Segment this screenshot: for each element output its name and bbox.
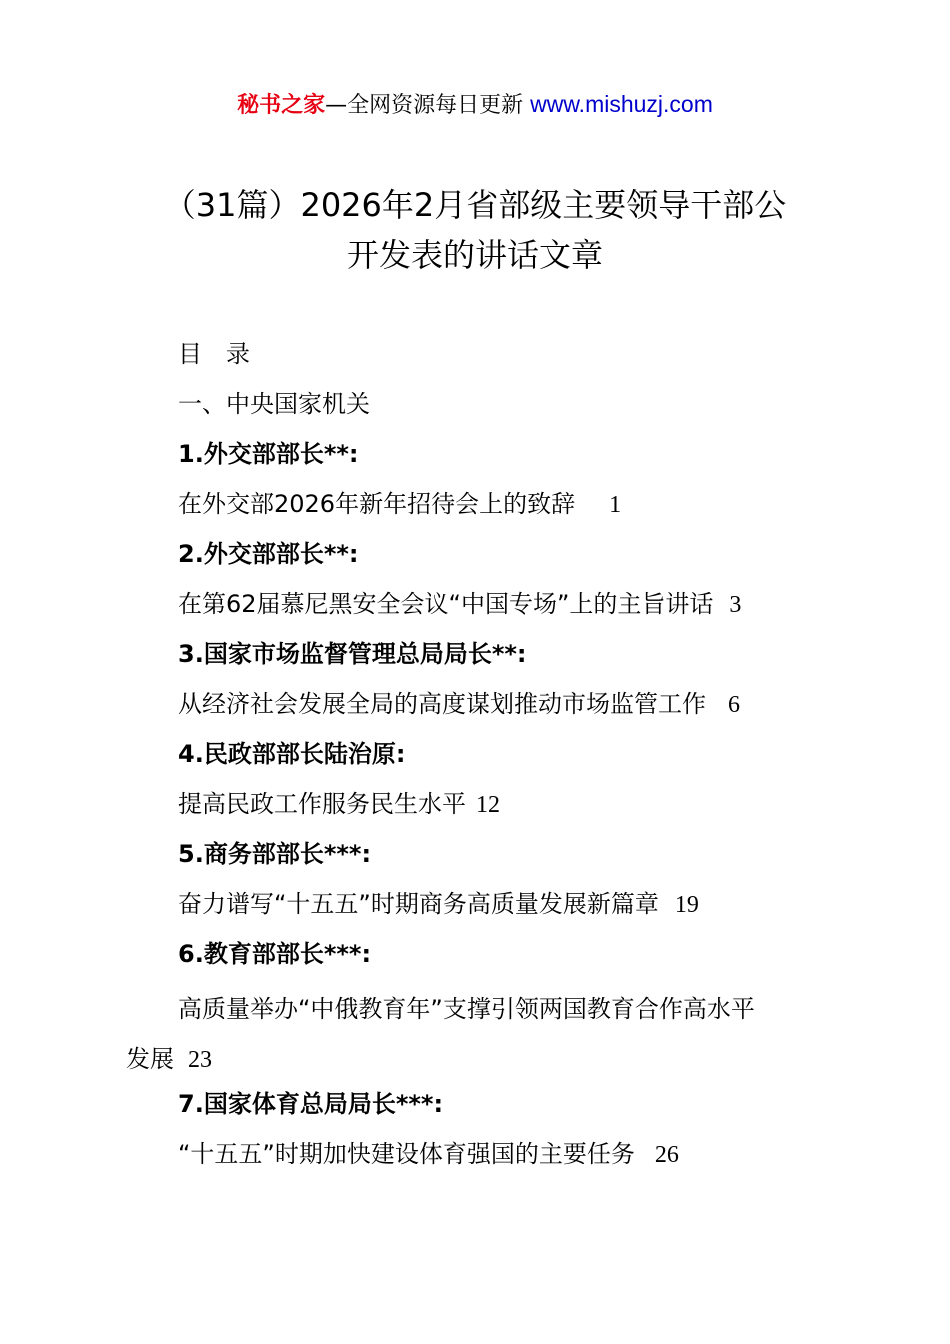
- toc-entry-title[interactable]: [0, 484, 950, 534]
- site-url-link[interactable]: www.mishuzj.com: [530, 91, 713, 117]
- toc-entry-title-text: 高质量举办“中俄教育年”支撑引领两国教育合作高水平: [178, 995, 755, 1023]
- toc-label: 目 录: [178, 340, 250, 368]
- title-line-1: （31篇）2026年2月省部级主要领导干部公: [163, 186, 787, 224]
- toc-entry-title[interactable]: [0, 984, 878, 1084]
- toc-page-number: 3: [729, 592, 742, 618]
- toc-entry-title[interactable]: [0, 684, 950, 734]
- table-of-contents: [0, 334, 950, 1184]
- toc-entry-title[interactable]: [0, 584, 950, 634]
- toc-entry-author: 1.外交部部长**:: [178, 440, 359, 468]
- toc-entry-title-text: “十五五”时期加快建设体育强国的主要任务: [178, 1140, 635, 1168]
- toc-entry-author: 7.国家体育总局局长***:: [178, 1090, 444, 1118]
- toc-entry-title-text: 在第62届慕尼黑安全会议“中国专场”上的主旨讲话: [178, 590, 714, 618]
- toc-entry-author: 2.外交部部长**:: [178, 540, 359, 568]
- toc-entry-author: 6.教育部部长***:: [178, 940, 372, 968]
- document-title: [120, 180, 830, 280]
- site-header: [0, 88, 950, 122]
- toc-page-number: 26: [654, 1142, 679, 1168]
- toc-entry-title-text-end: 发展: [126, 1045, 174, 1073]
- toc-page-number: 19: [674, 892, 699, 918]
- toc-entry-title[interactable]: [0, 1134, 950, 1184]
- toc-page-number: 1: [609, 492, 622, 518]
- toc-page-number: 23: [188, 1047, 212, 1073]
- toc-entry-title-text: 奋力谱写“十五五”时期商务高质量发展新篇章: [178, 890, 659, 918]
- toc-entry-author: 5.商务部部长***:: [178, 840, 372, 868]
- brand-name: 秘书之家: [237, 93, 326, 118]
- toc-entry-title[interactable]: [0, 884, 950, 934]
- toc-entry-title-text: 从经济社会发展全局的高度谋划推动市场监管工作: [178, 690, 706, 718]
- toc-entry-title[interactable]: [0, 784, 950, 834]
- toc-page-number: 12: [476, 792, 500, 818]
- toc-section-heading: 一、中央国家机关: [178, 390, 370, 418]
- toc-entry-author: 4.民政部部长陆治原:: [178, 740, 406, 768]
- toc-entry-title-text: 在外交部2026年新年招待会上的致辞: [178, 490, 576, 518]
- header-tagline: —全网资源每日更新: [325, 93, 531, 118]
- toc-entry-title-text: 提高民政工作服务民生水平: [178, 790, 466, 818]
- toc-entry-title-continuation: [126, 1034, 878, 1085]
- title-line-2: 开发表的讲话文章: [346, 236, 603, 274]
- toc-page-number: 6: [728, 692, 740, 718]
- toc-entry-author: 3.国家市场监督管理总局局长**:: [178, 640, 527, 668]
